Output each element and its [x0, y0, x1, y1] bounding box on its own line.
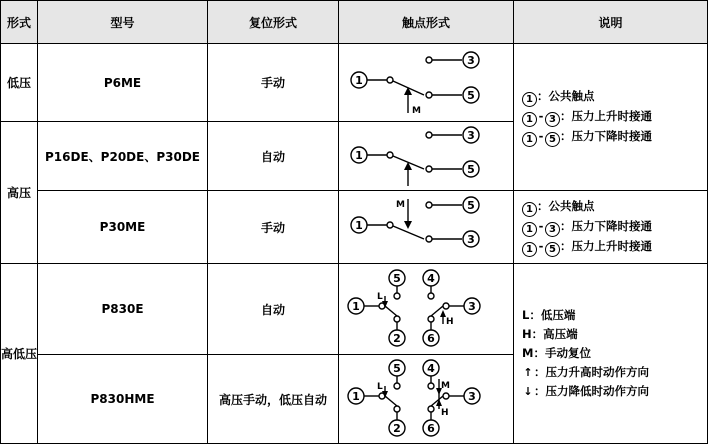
terminal-4-label: 4 — [427, 272, 435, 285]
terminal-3-label: 3 — [467, 129, 475, 142]
terminal-3-label: 3 — [467, 53, 475, 67]
contact-diagram-p16de — [341, 124, 511, 188]
note-line — [522, 344, 707, 363]
model-cell: P16DE、P20DE、P30DE — [38, 122, 208, 191]
note-line — [522, 382, 707, 401]
circled-number: 1 — [522, 112, 537, 127]
reset-cell: 手动 — [208, 44, 339, 122]
terminal-3-label: 3 — [467, 233, 475, 246]
contact-cell — [339, 191, 514, 264]
terminal-1-label: 1 — [352, 390, 360, 403]
note-text: ：压力升高时动作方向 — [534, 365, 649, 379]
note-text: ：压力降低时动作方向 — [534, 384, 649, 398]
note-text: ：高压端 — [531, 327, 578, 341]
model-cell: P830HME — [38, 355, 208, 444]
circled-number: 1 — [522, 242, 537, 257]
form-cell: 低压 — [1, 44, 38, 122]
contact-diagram-p830hme — [341, 357, 511, 441]
note-key: H — [522, 327, 532, 341]
terminal-1-label: 1 — [355, 73, 363, 87]
manual-label: M — [441, 381, 450, 391]
terminal-5-label: 5 — [467, 163, 475, 176]
note-text: ：压力下降时接通 — [560, 219, 652, 233]
circled-number: 1 — [522, 202, 537, 217]
high-label: H — [441, 408, 449, 418]
note-text: ：公共触点 — [537, 199, 595, 213]
note-text: ：压力上升时接通 — [560, 239, 652, 253]
note-line — [522, 306, 707, 325]
arrow-up-icon: ↑ — [523, 366, 533, 379]
reset-cell: 自动 — [208, 122, 339, 191]
circled-number: 1 — [522, 92, 537, 107]
table-row — [1, 191, 708, 264]
note-key: M — [522, 346, 534, 360]
terminal-5-label: 5 — [393, 362, 401, 375]
model-cell: P30ME — [38, 191, 208, 264]
note-text: ：压力下降时接通 — [560, 129, 652, 143]
terminal-3-label: 3 — [468, 300, 476, 313]
manual-label: M — [396, 200, 405, 210]
terminal-1-label: 1 — [352, 300, 360, 313]
header-model: 型号 — [38, 1, 208, 44]
circled-number: 1 — [522, 222, 537, 237]
circled-number: 3 — [545, 112, 560, 127]
contact-cell — [339, 264, 514, 355]
terminal-2-label: 2 — [393, 422, 401, 435]
contact-cell — [339, 122, 514, 191]
contact-diagram-p30me — [341, 193, 511, 261]
form-cell: 高低压 — [1, 264, 38, 444]
manual-label: M — [412, 105, 421, 116]
terminal-2-label: 2 — [393, 332, 401, 345]
note-cell-p30me — [514, 191, 708, 264]
note-key: L — [522, 308, 530, 322]
header-row — [1, 1, 708, 44]
header-contact: 触点形式 — [339, 1, 514, 44]
contact-diagram-p6me — [341, 47, 511, 119]
note-line — [522, 197, 707, 217]
terminal-6-label: 6 — [427, 332, 435, 345]
note-line: 1 - 5 ：压力上升时接通 — [522, 237, 707, 257]
note-line — [522, 363, 707, 382]
table-row — [1, 264, 708, 355]
terminal-1-label: 1 — [355, 149, 363, 162]
note-line: 1 - 3 ：压力上升时接通 — [522, 107, 707, 127]
reset-cell: 手动 — [208, 191, 339, 264]
terminal-1-label: 1 — [355, 219, 363, 232]
contact-cell — [339, 355, 514, 444]
header-form: 形式 — [1, 1, 38, 44]
note-text: ：公共触点 — [537, 89, 595, 103]
form-cell: 高压 — [1, 122, 38, 264]
note-line: 1 - 3 ：压力下降时接通 — [522, 217, 707, 237]
terminal-5-label: 5 — [467, 199, 475, 212]
model-cell: P6ME — [38, 44, 208, 122]
terminal-5-label: 5 — [393, 272, 401, 285]
circled-number: 5 — [545, 242, 560, 257]
header-note: 说明 — [514, 1, 708, 44]
terminal-3-label: 3 — [468, 390, 476, 403]
contact-diagram-p830e — [341, 266, 511, 352]
low-label: L — [377, 292, 383, 302]
header-reset: 复位形式 — [208, 1, 339, 44]
reset-cell: 高压手动，低压自动 — [208, 355, 339, 444]
contact-cell — [339, 44, 514, 122]
circled-number: 1 — [522, 132, 537, 147]
terminal-6-label: 6 — [427, 422, 435, 435]
terminal-5-label: 5 — [467, 88, 475, 102]
model-cell: P830E — [38, 264, 208, 355]
circled-number: 5 — [545, 132, 560, 147]
note-text: ：压力上升时接通 — [560, 109, 652, 123]
note-cell-dual — [514, 264, 708, 444]
note-text: ：手动复位 — [533, 346, 591, 360]
arrow-down-icon: ↓ — [523, 385, 533, 398]
note-line — [522, 325, 707, 344]
table-row — [1, 44, 708, 122]
terminal-4-label: 4 — [427, 362, 435, 375]
note-text: ：低压端 — [529, 308, 576, 322]
low-label: L — [377, 382, 383, 392]
high-label: H — [446, 317, 454, 327]
reset-cell: 自动 — [208, 264, 339, 355]
note-line: 1 - 5 ：压力下降时接通 — [522, 127, 707, 147]
note-line — [522, 87, 707, 107]
circled-number: 3 — [545, 222, 560, 237]
note-cell-low-high — [514, 44, 708, 191]
